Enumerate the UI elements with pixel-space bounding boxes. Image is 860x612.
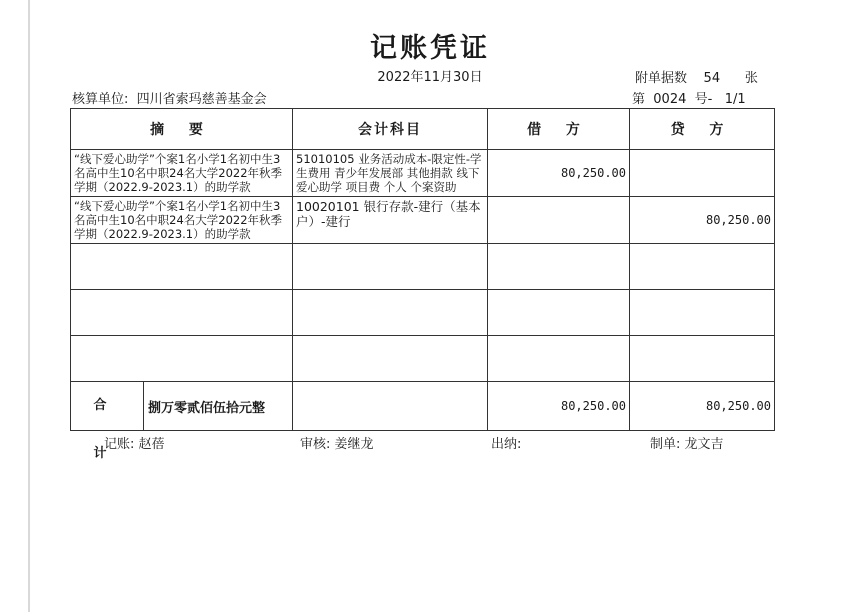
- entry-credit: 80,250.00: [705, 213, 771, 227]
- accounting-unit: [72, 88, 267, 107]
- voucher-title: 记账凭证: [370, 33, 490, 64]
- entry-summary: “线下爱心助学”个案1名小学1名初中生3名高中生10名中职24名大学2022年秋季学期（2022.9-2023.1）的助学款: [74, 199, 283, 241]
- entry-credit: [630, 150, 774, 166]
- preparer-name: 龙文吉: [684, 437, 724, 452]
- entry-credit: [630, 244, 774, 260]
- bookkeeper-name: 赵蓓: [138, 437, 165, 452]
- header-summary: 摘 要: [71, 109, 293, 150]
- entry-account: [293, 336, 487, 340]
- entry-summary: [71, 336, 292, 340]
- entry-debit: [488, 197, 629, 213]
- reviewer-label: 审核:: [300, 437, 331, 452]
- entry-summary: “线下爱心助学”个案1名小学1名初中生3名高中生10名中职24名大学2022年秋季学期（2022.9-2023.1）的助学款: [74, 152, 283, 194]
- attachments-count: 54: [703, 71, 721, 86]
- entry-summary: [71, 290, 292, 294]
- attachments-info: [635, 67, 758, 86]
- entry-account: [293, 290, 487, 294]
- table-row: [71, 290, 775, 336]
- table-row: [71, 150, 775, 197]
- preparer-signature: [650, 433, 724, 452]
- total-label: 合 计: [71, 382, 144, 430]
- table-row: [71, 244, 775, 290]
- total-amount-words: 捌万零贰佰伍拾元整: [148, 400, 266, 416]
- voucher-suffix: 号-: [694, 92, 713, 107]
- bookkeeper-signature: [104, 433, 165, 452]
- preparer-label: 制单:: [650, 437, 681, 452]
- entry-debit: [488, 336, 629, 352]
- entry-credit: [630, 336, 774, 352]
- reviewer-name: 姜继龙: [334, 437, 374, 452]
- entry-credit: [630, 290, 774, 306]
- scan-edge: [28, 0, 30, 612]
- header-debit: 借 方: [488, 109, 630, 150]
- voucher-prefix: 第: [632, 92, 646, 107]
- voucher-page: 1/1: [724, 92, 746, 107]
- total-row: [71, 382, 775, 431]
- voucher-number-value: 0024: [653, 92, 687, 107]
- total-credit: 80,250.00: [705, 399, 771, 413]
- accounting-unit-label: 核算单位:: [72, 92, 129, 107]
- reviewer-signature: [300, 433, 374, 452]
- header-account: 会计科目: [293, 109, 488, 150]
- entry-account: [293, 244, 487, 248]
- table-row: [71, 197, 775, 244]
- entry-account: 10020101 银行存款-建行（基本户）-建行: [296, 199, 481, 229]
- header-row: [71, 109, 775, 150]
- table-row: [71, 336, 775, 382]
- cashier-signature: [491, 433, 526, 452]
- voucher-date: 2022年11月30日: [377, 70, 483, 85]
- accounting-unit-value: 四川省索玛慈善基金会: [136, 92, 267, 107]
- attachments-label: 附单据数: [635, 71, 688, 86]
- total-debit: 80,250.00: [560, 399, 626, 413]
- entry-debit: [488, 290, 629, 306]
- voucher-number: [632, 88, 746, 107]
- header-credit: 贷 方: [630, 109, 775, 150]
- entry-debit: 80,250.00: [560, 166, 626, 180]
- entry-account: 51010105 业务活动成本-限定性-学生费用 青少年发展部 其他捐款 线下爱心助学 项目费 个人 个案资助: [296, 152, 482, 194]
- entry-debit: [488, 244, 629, 260]
- cashier-label: 出纳:: [491, 437, 522, 452]
- bookkeeper-label: 记账:: [104, 437, 135, 452]
- attachments-unit: 张: [744, 71, 758, 86]
- entry-summary: [71, 244, 292, 248]
